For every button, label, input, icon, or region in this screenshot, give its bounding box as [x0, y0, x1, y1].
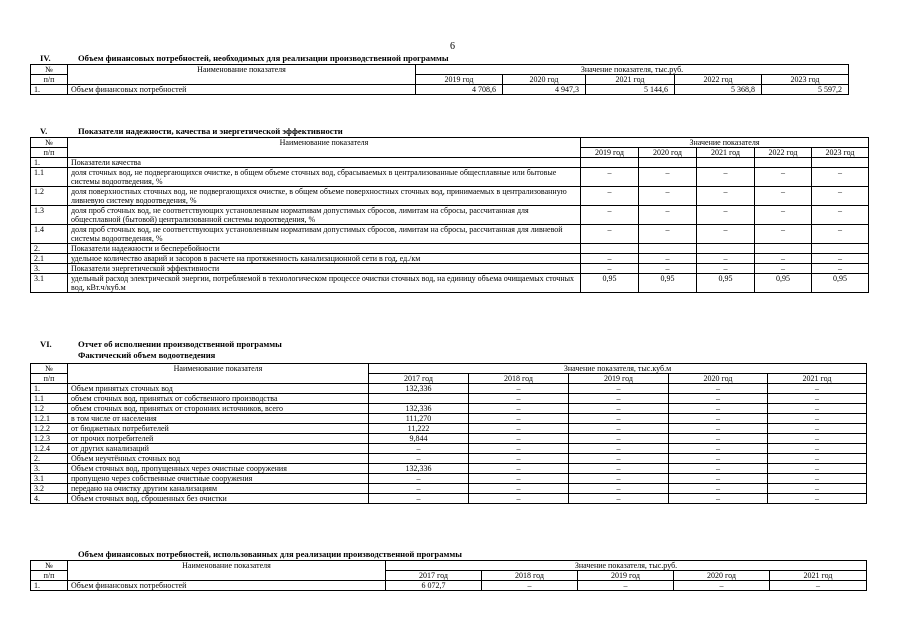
- row-name: удельный расход электрической энергии, потребляемой в технологическом процессе очистки сточных вод, на единицу объема очищаемых сточных вод, кВт.ч/куб.м: [68, 274, 581, 293]
- row-value: 0,95: [755, 274, 812, 293]
- header-name: Наименование показателя: [68, 364, 369, 384]
- section-5-table: [30, 137, 869, 293]
- row-name: от бюджетных потребителей: [68, 424, 369, 434]
- row-value: –: [697, 168, 755, 187]
- year-header-0: 2019 год: [581, 148, 639, 158]
- table-row: [31, 264, 869, 274]
- table-row: [31, 394, 867, 404]
- row-value: –: [369, 484, 469, 494]
- row-number: 1.1: [31, 168, 68, 187]
- row-value: 6 072,7: [386, 581, 482, 591]
- year-header-1: 2020 год: [503, 75, 586, 85]
- table-row: [31, 444, 867, 454]
- row-value: 132,336: [369, 464, 469, 474]
- row-value: –: [569, 464, 669, 474]
- row-name: передано на очистку другим канализациям: [68, 484, 369, 494]
- row-value: –: [812, 187, 869, 206]
- table-row: [31, 404, 867, 414]
- row-value: –: [639, 206, 697, 225]
- row-name: Показатели надежности и бесперебойности: [68, 244, 581, 254]
- row-value: –: [469, 384, 569, 394]
- header-name: Наименование показателя: [68, 65, 416, 85]
- table-row: [31, 254, 869, 264]
- row-value: –: [469, 444, 569, 454]
- row-value: –: [469, 414, 569, 424]
- year-header-3: 2022 год: [755, 148, 812, 158]
- row-value: –: [669, 484, 768, 494]
- row-number: 3.: [31, 464, 68, 474]
- row-value: –: [569, 384, 669, 394]
- table-row: [31, 274, 869, 293]
- section-4-table: [30, 64, 849, 95]
- row-number: 2.: [31, 454, 68, 464]
- row-value: –: [669, 474, 768, 484]
- row-value: 5 368,8: [675, 85, 762, 95]
- header-value: Значение показателя, тыс.руб.: [386, 561, 867, 571]
- section-4-heading: [40, 53, 449, 63]
- row-value: –: [768, 464, 867, 474]
- row-number: 3.: [31, 264, 68, 274]
- year-header-2: 2021 год: [586, 75, 675, 85]
- row-name: объем сточных вод, принятых от сторонних источников, всего: [68, 404, 369, 414]
- row-value: –: [768, 494, 867, 504]
- row-name: от прочих потребителей: [68, 434, 369, 444]
- row-value: –: [469, 494, 569, 504]
- row-value: –: [469, 454, 569, 464]
- section-4-number: IV.: [40, 53, 51, 63]
- row-value: –: [569, 394, 669, 404]
- row-value: [581, 244, 639, 254]
- row-value: –: [812, 264, 869, 274]
- row-value: –: [369, 494, 469, 504]
- row-value: 4 708,6: [416, 85, 503, 95]
- row-value: [812, 158, 869, 168]
- row-value: –: [569, 414, 669, 424]
- header-num-top: №: [31, 65, 68, 75]
- row-number: 1.2.4: [31, 444, 68, 454]
- row-value: –: [639, 254, 697, 264]
- section-6-title: Отчет об исполнении производственной программы: [78, 339, 282, 349]
- row-value: –: [581, 168, 639, 187]
- row-name: удельное количество аварий и засоров в расчете на протяженность канализационной сети в год, ед./км: [68, 254, 581, 264]
- table-row: [31, 484, 867, 494]
- row-number: 1.: [31, 581, 68, 591]
- row-value: –: [697, 254, 755, 264]
- row-value: –: [755, 168, 812, 187]
- row-name: доля проб сточных вод, не соответствующих установленным нормативам допустимых сбросов, лимитам на сбросы, рассчитанная для общесплавной (бытовой) централизованной системы водоотведения, %: [68, 206, 581, 225]
- row-value: –: [697, 206, 755, 225]
- row-value: –: [768, 394, 867, 404]
- row-value: –: [768, 484, 867, 494]
- row-value: –: [669, 494, 768, 504]
- row-name: доля поверхностных сточных вод, не подвергающихся очистке, в общем объеме поверхностных сточных вод, принимаемых в централизованную ливневую систему водоотведения, %: [68, 187, 581, 206]
- year-header-0: 2019 год: [416, 75, 503, 85]
- row-value: –: [768, 434, 867, 444]
- header-num-bottom: п/п: [31, 148, 68, 158]
- year-header-4: 2023 год: [812, 148, 869, 158]
- row-value: –: [469, 484, 569, 494]
- row-value: –: [569, 474, 669, 484]
- row-name: доля проб сточных вод, не соответствующих установленным нормативам допустимых сбросов, лимитам на сбросы, рассчитанная для ливневой системы водоотведения, %: [68, 225, 581, 244]
- year-header-0: 2017 год: [386, 571, 482, 581]
- row-value: –: [768, 414, 867, 424]
- year-header-4: 2021 год: [768, 374, 867, 384]
- row-value: –: [669, 384, 768, 394]
- row-name: Объем сточных вод, пропущенных через очистные сооружения: [68, 464, 369, 474]
- section-6-subtitle: Фактический объем водоотведения: [78, 350, 216, 360]
- row-number: 1.2: [31, 187, 68, 206]
- section-5-number: V.: [40, 126, 48, 136]
- row-value: [697, 158, 755, 168]
- row-value: –: [469, 474, 569, 484]
- year-header-4: 2021 год: [770, 571, 867, 581]
- row-value: –: [697, 225, 755, 244]
- row-value: 132,336: [369, 404, 469, 414]
- row-value: –: [770, 581, 867, 591]
- row-value: [369, 394, 469, 404]
- row-value: [755, 158, 812, 168]
- header-value: Значение показателя: [581, 138, 869, 148]
- row-value: –: [768, 384, 867, 394]
- row-name: Объем принятых сточных вод: [68, 384, 369, 394]
- row-value: –: [581, 225, 639, 244]
- row-value: –: [812, 206, 869, 225]
- row-value: –: [569, 424, 669, 434]
- row-value: –: [581, 254, 639, 264]
- row-value: –: [812, 225, 869, 244]
- row-number: 3.1: [31, 274, 68, 293]
- year-header-4: 2023 год: [762, 75, 849, 85]
- row-name: объем сточных вод, принятых от собственного производства: [68, 394, 369, 404]
- row-value: –: [369, 474, 469, 484]
- row-value: –: [669, 394, 768, 404]
- table-row: [31, 384, 867, 394]
- year-header-1: 2018 год: [469, 374, 569, 384]
- row-value: 5 144,6: [586, 85, 675, 95]
- row-name: Объем финансовых потребностей: [68, 85, 416, 95]
- row-value: –: [469, 394, 569, 404]
- row-value: –: [569, 404, 669, 414]
- row-value: [639, 244, 697, 254]
- row-value: –: [755, 187, 812, 206]
- row-value: [812, 244, 869, 254]
- row-value: –: [639, 264, 697, 274]
- year-header-2: 2021 год: [697, 148, 755, 158]
- row-number: 2.: [31, 244, 68, 254]
- section-7-title: Объем финансовых потребностей, использованных для реализации производственной программы: [78, 549, 462, 559]
- row-value: –: [581, 187, 639, 206]
- row-value: –: [674, 581, 770, 591]
- row-value: –: [469, 434, 569, 444]
- row-value: –: [569, 484, 669, 494]
- row-value: 132,336: [369, 384, 469, 394]
- row-value: –: [697, 187, 755, 206]
- row-value: –: [768, 444, 867, 454]
- row-number: 1.2.3: [31, 434, 68, 444]
- row-name: Показатели энергетической эффективности: [68, 264, 581, 274]
- row-value: –: [569, 454, 669, 464]
- row-value: –: [639, 187, 697, 206]
- row-value: 0,95: [812, 274, 869, 293]
- table-row: [31, 454, 867, 464]
- row-number: 1.2: [31, 404, 68, 414]
- year-header-3: 2022 год: [675, 75, 762, 85]
- header-num-bottom: п/п: [31, 571, 68, 581]
- section-5-heading: [40, 126, 343, 136]
- header-name: Наименование показателя: [68, 561, 386, 581]
- row-value: [639, 158, 697, 168]
- row-value: –: [569, 444, 669, 454]
- table-row: [31, 581, 867, 591]
- table-row: [31, 85, 849, 95]
- row-value: –: [812, 168, 869, 187]
- row-name: от других канализаций: [68, 444, 369, 454]
- table-row: [31, 494, 867, 504]
- table-row: [31, 158, 869, 168]
- row-number: 3.2: [31, 484, 68, 494]
- row-number: 1.1: [31, 394, 68, 404]
- row-value: –: [768, 424, 867, 434]
- row-value: –: [755, 206, 812, 225]
- row-value: –: [569, 494, 669, 504]
- row-number: 2.1: [31, 254, 68, 264]
- header-num-top: №: [31, 138, 68, 148]
- table-row: [31, 414, 867, 424]
- row-value: –: [669, 454, 768, 464]
- row-value: –: [768, 404, 867, 414]
- row-number: 1.3: [31, 206, 68, 225]
- row-value: 5 597,2: [762, 85, 849, 95]
- table-row: [31, 206, 869, 225]
- row-number: 1.2.2: [31, 424, 68, 434]
- row-value: –: [768, 454, 867, 464]
- row-value: –: [639, 225, 697, 244]
- row-value: 11,222: [369, 424, 469, 434]
- row-value: –: [469, 424, 569, 434]
- row-value: –: [469, 404, 569, 414]
- row-value: –: [569, 434, 669, 444]
- row-value: –: [669, 434, 768, 444]
- table-row: [31, 225, 869, 244]
- row-value: 9,844: [369, 434, 469, 444]
- section-6-table: [30, 363, 867, 504]
- table-row: [31, 474, 867, 484]
- row-name: доля сточных вод, не подвергающихся очистке, в общем объеме сточных вод, сбрасываемых в централизованные общесплавные или бытовые системы водоотведения, %: [68, 168, 581, 187]
- row-name: Показатели качества: [68, 158, 581, 168]
- year-header-1: 2020 год: [639, 148, 697, 158]
- row-name: пропущено через собственные очистные сооружения: [68, 474, 369, 484]
- row-name: Объем неучтённых сточных вод: [68, 454, 369, 464]
- header-name: Наименование показателя: [68, 138, 581, 158]
- row-name: Объем финансовых потребностей: [68, 581, 386, 591]
- header-num-top: №: [31, 561, 68, 571]
- year-header-2: 2019 год: [569, 374, 669, 384]
- year-header-3: 2020 год: [674, 571, 770, 581]
- section-6-heading: [40, 339, 282, 349]
- row-value: –: [669, 464, 768, 474]
- row-number: 4.: [31, 494, 68, 504]
- year-header-0: 2017 год: [369, 374, 469, 384]
- row-value: –: [669, 444, 768, 454]
- table-row: [31, 424, 867, 434]
- row-number: 1.: [31, 158, 68, 168]
- row-value: –: [697, 264, 755, 274]
- row-number: 1.4: [31, 225, 68, 244]
- section-5-title: Показатели надежности, качества и энергетической эффективности: [78, 126, 343, 136]
- table-row: [31, 434, 867, 444]
- row-value: –: [812, 254, 869, 264]
- row-value: –: [581, 264, 639, 274]
- row-name: в том числе от населения: [68, 414, 369, 424]
- row-value: [755, 244, 812, 254]
- row-value: –: [669, 414, 768, 424]
- row-value: 4 947,3: [503, 85, 586, 95]
- row-value: –: [669, 404, 768, 414]
- header-num-top: №: [31, 364, 68, 374]
- row-name: Объем сточных вод, сброшенных без очистки: [68, 494, 369, 504]
- section-6-number: VI.: [40, 339, 52, 349]
- row-value: –: [369, 454, 469, 464]
- row-value: –: [755, 254, 812, 264]
- year-header-2: 2019 год: [578, 571, 674, 581]
- header-num-bottom: п/п: [31, 75, 68, 85]
- row-value: –: [482, 581, 578, 591]
- header-value: Значение показателя, тыс.куб.м: [369, 364, 867, 374]
- row-number: 3.1: [31, 474, 68, 484]
- row-value: 0,95: [639, 274, 697, 293]
- row-value: –: [369, 444, 469, 454]
- row-value: –: [581, 206, 639, 225]
- header-value: Значение показателя, тыс.руб.: [416, 65, 849, 75]
- page-number: 6: [450, 41, 455, 52]
- row-value: [581, 158, 639, 168]
- row-value: –: [578, 581, 674, 591]
- table-row: [31, 464, 867, 474]
- table-row: [31, 187, 869, 206]
- table-row: [31, 244, 869, 254]
- section-7-table: [30, 560, 867, 591]
- row-value: –: [755, 264, 812, 274]
- row-value: 0,95: [581, 274, 639, 293]
- row-number: 1.: [31, 384, 68, 394]
- row-value: –: [768, 474, 867, 484]
- row-value: 0,95: [697, 274, 755, 293]
- row-value: –: [669, 424, 768, 434]
- row-value: 111,270: [369, 414, 469, 424]
- row-value: [697, 244, 755, 254]
- header-num-bottom: п/п: [31, 374, 68, 384]
- year-header-1: 2018 год: [482, 571, 578, 581]
- table-row: [31, 168, 869, 187]
- section-4-title: Объем финансовых потребностей, необходимых для реализации производственной программы: [78, 53, 449, 63]
- row-value: –: [639, 168, 697, 187]
- row-number: 1.2.1: [31, 414, 68, 424]
- row-number: 1.: [31, 85, 68, 95]
- year-header-3: 2020 год: [669, 374, 768, 384]
- row-value: –: [755, 225, 812, 244]
- row-value: –: [469, 464, 569, 474]
